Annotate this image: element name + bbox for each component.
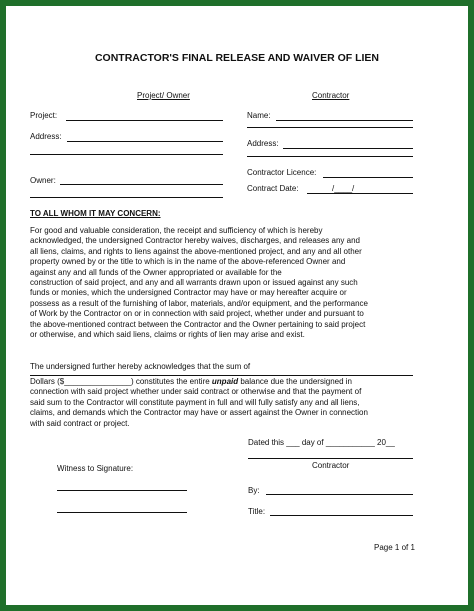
- contract-date-separators: /____/: [332, 184, 355, 193]
- contractor-name-field-2[interactable]: [247, 127, 413, 128]
- witness-label: Witness to Signature:: [57, 464, 134, 473]
- contractor-licence-label: Contractor Licence:: [247, 168, 317, 177]
- dollars-line-start: Dollars ($_______________) constitutes the entire: [30, 377, 212, 386]
- owner-address-field[interactable]: [67, 141, 223, 142]
- contractor-column-heading: Contractor: [312, 91, 350, 100]
- dollars-line-end: balance due the undersigned in: [238, 377, 352, 386]
- sum-in-words-field[interactable]: [30, 375, 413, 376]
- unpaid-emphasis: unpaid: [211, 377, 239, 386]
- owner-address-field-2[interactable]: [30, 154, 223, 155]
- document-title: CONTRACTOR'S FINAL RELEASE AND WAIVER OF LIEN: [94, 52, 380, 64]
- contractor-name-field[interactable]: [276, 120, 413, 121]
- owner-field[interactable]: [60, 184, 223, 185]
- by-label: By:: [248, 486, 260, 495]
- contractor-address-field[interactable]: [283, 148, 413, 149]
- contract-date-label: Contract Date:: [247, 184, 299, 193]
- salutation: TO ALL WHOM IT MAY CONCERN:: [30, 209, 161, 218]
- witness-signature-line-2[interactable]: [57, 512, 187, 513]
- owner-address-label: Address:: [30, 132, 62, 141]
- owner-column-heading: Project/ Owner: [137, 91, 190, 100]
- project-label: Project:: [30, 111, 58, 120]
- owner-field-2[interactable]: [30, 197, 223, 198]
- dated-line: Dated this ___ day of ___________ 20__: [248, 438, 395, 447]
- contractor-licence-field[interactable]: [323, 177, 413, 178]
- contractor-signature-line[interactable]: [248, 458, 413, 459]
- by-field[interactable]: [266, 494, 413, 495]
- payment-paragraph: connection with said project whether under said contract or otherwise and that the payment of said sum to the Contractor will constitute payment in full and will fully satisfy any and all liens, claims, and demands which the Contractor may have or assert against the Owner in connection with said contract or project.: [30, 387, 368, 428]
- title-label: Title:: [248, 507, 266, 516]
- contractor-name-label: Name:: [247, 111, 271, 120]
- dollars-line: [30, 377, 352, 387]
- release-paragraph: For good and valuable consideration, the receipt and sufficiency of which is hereby acknowledged, the undersigned Contractor hereby waives, discharges, and releases any and all liens, claims, and rights to liens against the above-mentioned project, and any and all other property owned by or the title to which is in the name of the above-referenced Owner and against any and all funds of the Owner appropriated or available for the construction of said project, and any and all warrants drawn upon or issued against any such funds or monies, which the undersigned Contractor may have or may hereafter acquire or possess as a result of the furnishing of labor, materials, and/or equipment, and the performance of Work by the Contractor on or in connection with said project, whether under and pursuant to the above-mentioned contract between the Contractor and the Owner pertaining to said project or otherwise, and which said liens, claims or rights of lien may arise and exist.: [30, 226, 368, 340]
- owner-label: Owner:: [30, 176, 56, 185]
- contractor-address-field-2[interactable]: [247, 156, 413, 157]
- witness-signature-line-1[interactable]: [57, 490, 187, 491]
- acknowledgement-text: The undersigned further hereby acknowledges that the sum of: [30, 362, 251, 371]
- page-number: Page 1 of 1: [374, 543, 415, 552]
- contractor-address-label: Address:: [247, 139, 279, 148]
- title-field[interactable]: [270, 515, 413, 516]
- contractor-signature-label: Contractor: [312, 461, 350, 470]
- contract-date-field[interactable]: [307, 193, 413, 194]
- project-field[interactable]: [66, 120, 223, 121]
